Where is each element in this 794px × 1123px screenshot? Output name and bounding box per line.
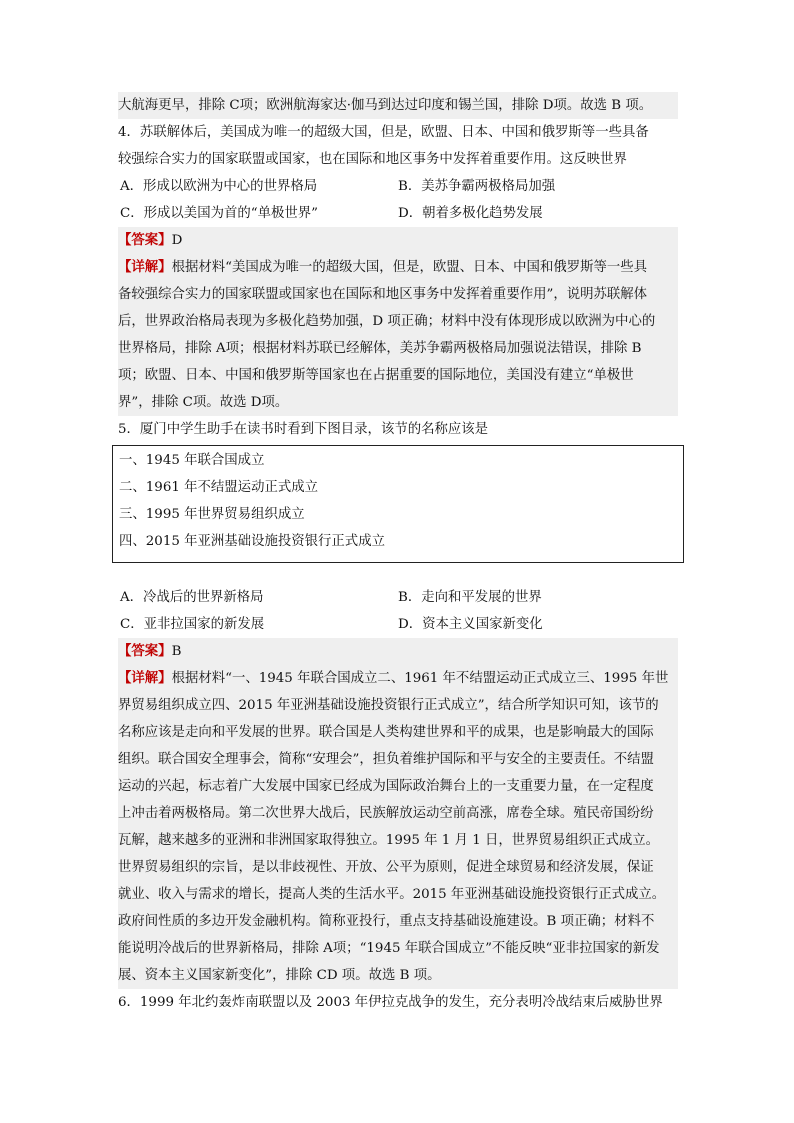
q4-stem-line-2: 较强综合实力的国家联盟或国家，也在国际和地区事务中发挥着重要作用。这反映世界	[118, 152, 627, 167]
toc-item-1: 一、1945 年联合国成立	[119, 453, 265, 468]
q5-answer-tag: 【答案】	[118, 643, 172, 659]
q5-option-a: A．冷战后的世界新格局	[120, 590, 264, 605]
q5-option-b: B．走向和平发展的世界	[398, 590, 542, 605]
q5-detail-line-3: 名称应该是走向和平发展的世界。联合国是人类构建世界和平的成果，也是影响最大的国际	[118, 719, 678, 746]
q4-detail-line-2: 备较强综合实力的国家联盟或国家也在国际和地区事务中发挥着重要作用”，说明苏联解体	[118, 281, 678, 308]
q4-detail-line-5: 项；欧盟、日本、中国和俄罗斯等国家也在占据重要的国际地位，美国没有建立“单极世	[118, 362, 678, 389]
document-content	[118, 92, 678, 1016]
q4-options-row-2	[118, 200, 678, 227]
q5-table-of-contents	[112, 445, 684, 563]
q5-options-row-2	[118, 611, 678, 638]
q4-stem-line-1: 4．苏联解体后，美国成为唯一的超级大国，但是，欧盟、日本、中国和俄罗斯等一些具备	[118, 125, 649, 140]
q5-option-d: D．资本主义国家新变化	[398, 617, 543, 632]
q4-options-row-1	[118, 173, 678, 200]
q5-answer-value: B	[171, 644, 182, 659]
q4-option-c: C．形成以美国为首的“单极世界”	[120, 206, 319, 221]
q5-detail-line-1	[118, 665, 678, 692]
q5-detail-line-5: 运动的兴起，标志着广大发展中国家已经成为国际政治舞台上的一支重要力量，在一定程度	[118, 773, 678, 800]
q4-answer-tag: 【答案】	[118, 232, 172, 248]
q4-option-d: D．朝着多极化趋势发展	[398, 206, 543, 221]
q5-detail-line-2: 界贸易组织成立四、2015 年亚洲基础设施投资银行正式成立”，结合所学知识可知，该节的	[118, 692, 678, 719]
question-6	[118, 989, 678, 1016]
q4-detail-line-1	[118, 254, 678, 281]
q4-detail-tag: 【详解】	[118, 259, 172, 275]
q5-detail-line-7: 瓦解，越来越多的亚洲和非洲国家取得独立。1995 年 1 月 1 日，世界贸易组织正式成立。	[118, 827, 678, 854]
q5-options-row-1	[118, 584, 678, 611]
q4-option-b: B．美苏争霸两极格局加强	[398, 179, 556, 194]
question-5	[118, 416, 678, 989]
toc-item-4: 四、2015 年亚洲基础设施投资银行正式成立	[119, 534, 385, 549]
q4-answer-value: D	[171, 233, 183, 248]
q4-detail-text: 根据材料“美国成为唯一的超级大国，但是，欧盟、日本、中国和俄罗斯等一些具	[171, 260, 648, 275]
q5-detail-text: 根据材料“一、1945 年联合国成立二、1961 年不结盟运动正式成立三、1995 年世	[171, 671, 669, 686]
q5-detail-line-9: 就业、收入与需求的增长，提高人类的生活水平。2015 年亚洲基础设施投资银行正式成立。	[118, 881, 678, 908]
q5-detail-line-4: 组织。联合国安全理事会，简称“安理会”，担负着维护国际和平与安全的主要责任。不结盟	[118, 746, 678, 773]
q5-detail-line-10: 政府间性质的多边开发金融机构。简称亚投行，重点支持基础设施建设。B 项正确；材料不	[118, 908, 678, 935]
q5-detail-line-8: 世界贸易组织的宗旨，是以非歧视性、开放、公平为原则，促进全球贸易和经济发展，保证	[118, 854, 678, 881]
q5-answer	[118, 638, 678, 665]
q4-detail-line-6: 界”，排除 C项。故选 D项。	[118, 389, 678, 416]
q5-detail-line-12: 展、资本主义国家新变化”，排除 CD 项。故选 B 项。	[118, 962, 678, 989]
toc-item-2: 二、1961 年不结盟运动正式成立	[119, 480, 319, 495]
q5-detail-line-11: 能说明冷战后的世界新格局，排除 A项；“1945 年联合国成立”不能反映“亚非拉国家的新发	[118, 935, 678, 962]
q5-option-c: C．亚非拉国家的新发展	[120, 617, 265, 632]
q3-explanation-tail: 大航海更早，排除 C项；欧洲航海家达·伽马到达过印度和锡兰国，排除 D项。故选 B 项。	[118, 92, 678, 119]
q4-answer	[118, 227, 678, 254]
question-4	[118, 119, 678, 416]
q4-option-a: A．形成以欧洲为中心的世界格局	[120, 179, 318, 194]
q5-stem: 5．厦门中学生助手在读书时看到下图目录，该节的名称应该是	[118, 422, 489, 437]
q6-stem: 6．1999 年北约轰炸南联盟以及 2003 年伊拉克战争的发生，充分表明冷战结束后威胁世界	[118, 995, 663, 1010]
toc-item-3: 三、1995 年世界贸易组织成立	[119, 507, 305, 522]
q5-detail-line-6: 上冲击着两极格局。第二次世界大战后，民族解放运动空前高涨，席卷全球。殖民帝国纷纷	[118, 800, 678, 827]
q5-detail-tag: 【详解】	[118, 670, 172, 686]
q4-detail-line-3: 后，世界政治格局表现为多极化趋势加强，D 项正确；材料中没有体现形成以欧洲为中心的	[118, 308, 678, 335]
q4-detail-line-4: 世界格局，排除 A项；根据材料苏联已经解体，美苏争霸两极格局加强说法错误，排除 B	[118, 335, 678, 362]
